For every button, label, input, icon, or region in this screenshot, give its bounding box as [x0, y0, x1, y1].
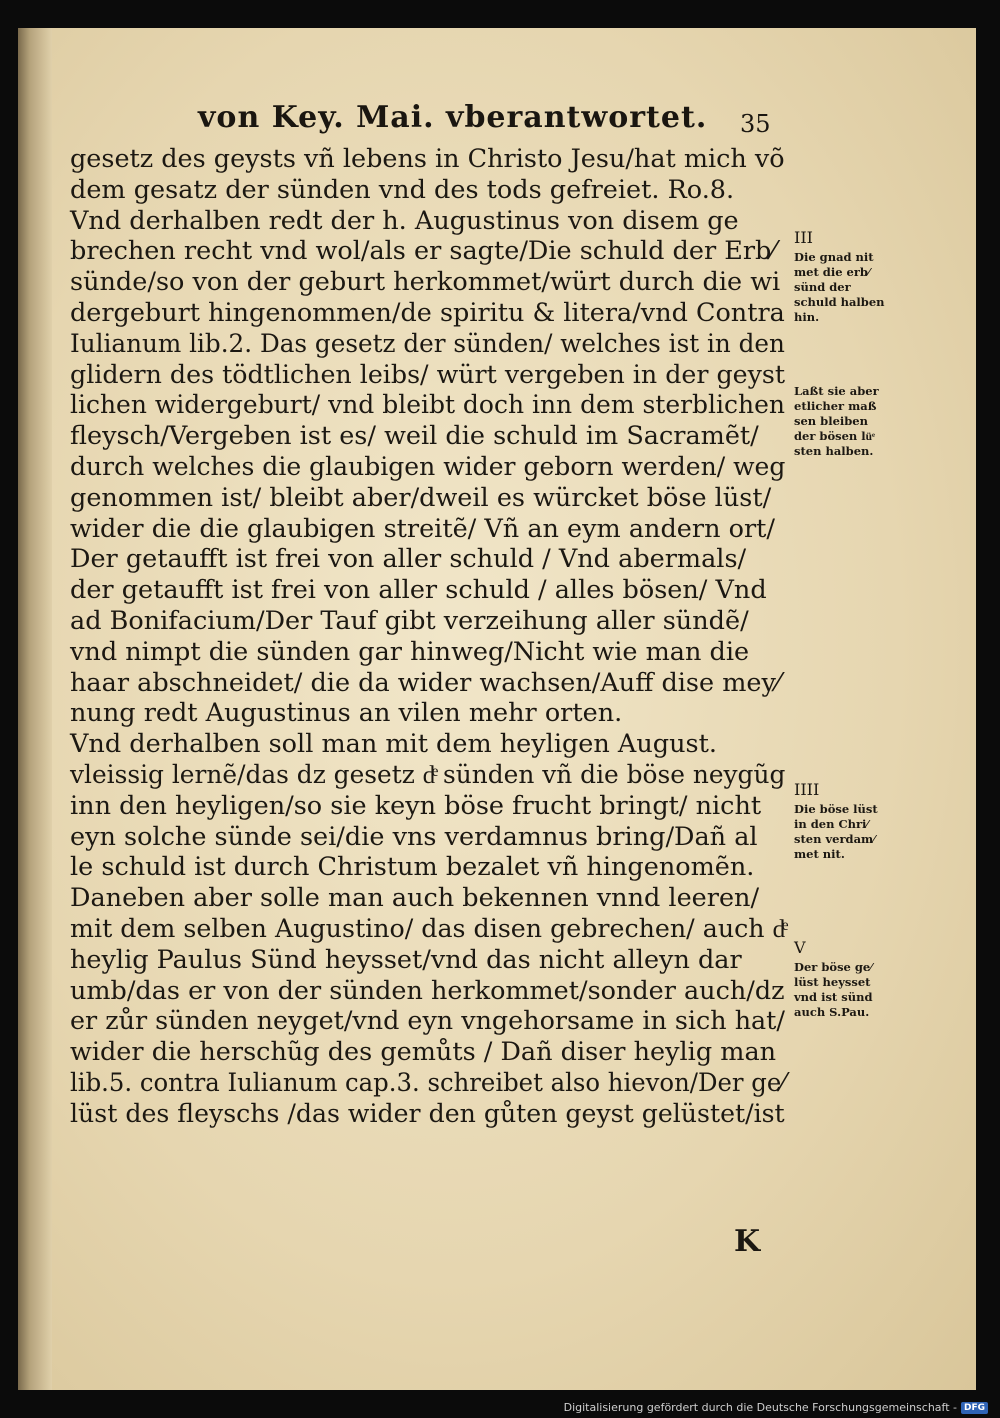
marginal-numeral: IIII — [794, 780, 820, 799]
marginal-numeral: III — [794, 228, 813, 247]
text-line: sünde/so von der geburt herkommet/würt durch die wi — [70, 267, 781, 298]
page-gutter — [18, 28, 52, 1390]
marginal-line: Laßt sie aber — [794, 384, 879, 398]
text-line: umb/das er von der sünden herkommet/sonder auch/dz — [70, 975, 785, 1006]
text-line: Der getaufft ist frei von aller schuld / Vnd abermals/ — [70, 544, 747, 575]
text-line: Daneben aber solle man auch bekennen vnnd leeren/ — [70, 883, 760, 914]
text-line: haar abschneidet/ die da wider wachsen/Auff dise mey⁄ — [70, 667, 781, 698]
text-line: brechen recht vnd wol/als er sagte/Die schuld der Erb⁄ — [70, 236, 776, 267]
text-line: mit dem selben Augustino/ das disen gebrechen/ auch dͤ — [70, 913, 786, 944]
marginal-note-5 — [794, 938, 899, 1020]
text-line: der getaufft ist frei von aller schuld / alles bösen/ Vnd — [70, 575, 767, 606]
marginal-line: met nit. — [794, 847, 845, 861]
text-line: er zůr sünden neyget/vnd eyn vngehorsame in sich hat/ — [70, 1006, 785, 1037]
text-line: durch welches die glaubigen wider geborn werden/ weg — [70, 451, 786, 482]
marginal-line: auch S.Pau. — [794, 1005, 870, 1019]
text-line: ad Bonifacium/Der Tauf gibt verzeihung aller sündẽ/ — [70, 605, 749, 636]
marginal-line: Der böse ge⁄ — [794, 960, 873, 974]
marginal-line: der bösen lüͤ — [794, 429, 876, 443]
text-line: inn den heyligen/so sie keyn böse frucht bringt/ nicht — [70, 790, 762, 821]
marginal-note-4 — [794, 780, 899, 862]
book-page — [18, 28, 976, 1390]
marginal-line: Die gnad nit — [794, 250, 874, 264]
marginal-line: etlicher maß — [794, 399, 877, 413]
dfg-logo-icon: DFG — [961, 1402, 988, 1414]
text-line: eyn solche sünde sei/die vns verdamnus bring/Dañ al — [70, 821, 758, 852]
marginal-line: sten halben. — [794, 444, 874, 458]
text-line: glidern des tödtlichen leibs/ würt vergeben in der geyst — [70, 359, 786, 390]
marginal-line: sünd der — [794, 280, 851, 294]
marginal-line: sen bleiben — [794, 414, 868, 428]
page-number: 35 — [740, 110, 771, 138]
main-text-block — [70, 144, 785, 1130]
marginal-note-3b — [794, 384, 899, 459]
text-line: nung redt Augustinus an vilen mehr orten. — [70, 698, 623, 729]
marginal-line: sten verdam⁄ — [794, 832, 876, 846]
text-line: wider die die glaubigen streitẽ/ Vñ an eym andern ort/ — [70, 513, 775, 544]
text-line: Vnd derhalben redt der h. Augustinus von disem ge — [70, 205, 739, 236]
marginal-note-3 — [794, 228, 899, 325]
text-line: wider die herschũg des gemůts / Dañ diser heylig man — [70, 1037, 777, 1068]
text-line: Iulianum lib.2. Das gesetz der sünden/ welches ist in den — [70, 328, 785, 359]
text-line: dergeburt hingenommen/de spiritu & litera/vnd Contra — [70, 297, 785, 328]
text-line: le schuld ist durch Christum bezalet vñ hingenomẽn. — [70, 852, 755, 883]
text-line: genommen ist/ bleibt aber/dweil es würcket böse lüst/ — [70, 482, 772, 513]
marginal-line: hin. — [794, 310, 820, 324]
text-line: lib.5. contra Iulianum cap.3. schreibet also hievon/Der ge⁄ — [70, 1067, 786, 1098]
marginal-line: vnd ist sünd — [794, 990, 873, 1004]
text-line: vnd nimpt die sünden gar hinweg/Nicht wie man die — [70, 636, 750, 667]
text-line: gesetz des geysts vñ lebens in Christo Jesu/hat mich võ — [70, 144, 785, 174]
text-line: lüst des fleyschs /das wider den gůten geyst gelüstet/ist — [70, 1098, 785, 1129]
running-header: von Key. Mai. vberantwortet. — [198, 100, 708, 135]
text-line: fleysch/Vergeben ist es/ weil die schuld im Sacramẽt/ — [70, 421, 759, 452]
marginal-line: schuld halben — [794, 295, 885, 309]
footer-text: Digitalisierung gefördert durch die Deutsche Forschungsgemeinschaft - — [563, 1401, 957, 1414]
marginal-numeral: V — [794, 938, 806, 957]
text-line: dem gesatz der sünden vnd des tods gefreiet. Ro.8. — [70, 174, 735, 205]
marginal-line: in den Chri⁄ — [794, 817, 869, 831]
text-line: vleissig lernẽ/das dz gesetz dͤ sünden vñ die böse neygũg — [70, 759, 786, 790]
text-line: heylig Paulus Sünd heysset/vnd das nicht alleyn dar — [70, 944, 742, 975]
footer-credit — [564, 1401, 988, 1414]
marginal-line: met die erb⁄ — [794, 265, 870, 279]
text-line: Vnd derhalben soll man mit dem heyligen August. — [70, 729, 717, 760]
catchword: K — [734, 1224, 761, 1259]
marginal-line: lüst heysset — [794, 975, 871, 989]
text-line: lichen widergeburt/ vnd bleibt doch inn dem sterblichen — [70, 390, 785, 421]
marginal-line: Die böse lüst — [794, 802, 878, 816]
